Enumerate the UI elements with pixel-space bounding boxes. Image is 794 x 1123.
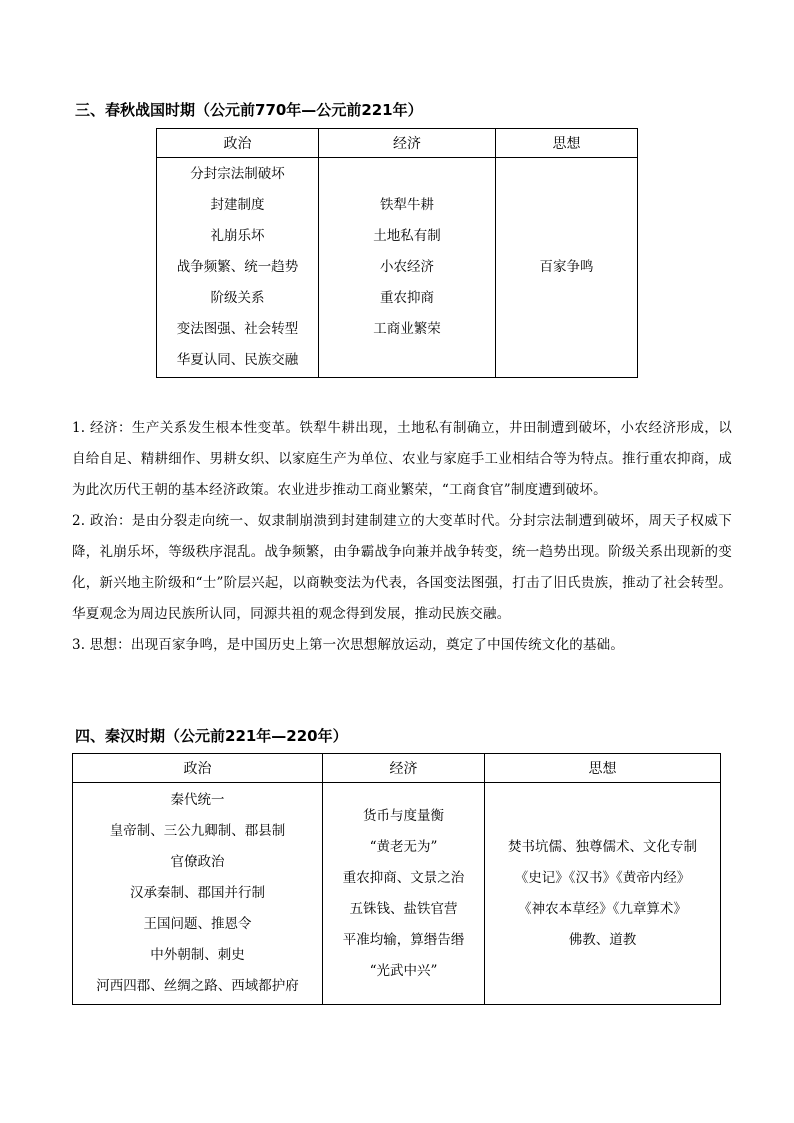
economy-cell [323,783,485,1005]
list-item: 分封宗法制破坏 [190,166,285,182]
list-item: 平准均输，算缗告缗 [342,931,465,948]
list-item: 中外朝制、刺史 [150,947,245,963]
politics-cell [73,783,323,1005]
list-item: 阶级关系 [210,290,265,306]
list-item: 工商业繁荣 [373,321,441,337]
list-item: 礼崩乐坏 [210,228,265,244]
paragraph-thought: 3. 思想：出现百家争鸣，是中国历史上第一次思想解放运动，奠定了中国传统文化的基础。 [72,637,625,653]
paragraph-economy: 1. 经济：生产关系发生根本性变革。铁犁牛耕出现，土地私有制确立，井田制遭到破坏，小农经济形成，以自给自足、精耕细作、男耕女织、以家庭生产为单位、农业与家庭手工业相结合等为特点。推行重农抑商，成为此次历代王朝的基本经济政策。农业进步推动工商业繁荣，“工商食官”制度遭到破坏。 [72,420,732,498]
header-economy: 经济 [319,129,496,158]
list-item: “光武中兴” [369,962,438,979]
list-item: 土地私有制 [373,228,441,244]
list-item: 佛教、道教 [568,931,637,948]
list-item: 货币与度量衡 [363,807,444,824]
list-item: 封建制度 [210,197,265,213]
list-item: 官僚政治 [170,854,225,870]
list-item: 重农抑商、文景之治 [342,869,465,886]
table-header-row [73,754,721,783]
list-item: 《史记》《汉书》《黄帝内经》 [514,869,691,886]
list-item: 五铢钱、盐铁官营 [349,900,458,917]
list-item: 华夏认同、民族交融 [176,352,299,368]
paragraph-politics: 2. 政治：是由分裂走向统一、奴隶制崩溃到封建制建立的大变革时代。分封宗法制遭到破坏，周天子权威下降，礼崩乐坏，等级秩序混乱。战争频繁，由争霸战争向兼并战争转变，统一趋势出现。阶级关系出现新的变化，新兴地主阶级和“士”阶层兴起，以商鞅变法为代表，各国变法图强，打击了旧氏贵族，推动了社会转型。华夏观念为周边民族所认同，同源共祖的观念得到发展，推动民族交融。 [72,513,732,622]
table-body-row [157,158,638,378]
list-item: 焚书坑儒、独尊儒术、文化专制 [508,838,697,855]
list-item: 皇帝制、三公九卿制、郡县制 [109,823,286,839]
header-politics: 政治 [157,129,319,158]
summary-paragraphs [72,413,732,661]
thought-cell [485,783,721,1005]
header-thought: 思想 [496,129,638,158]
list-item: 汉承秦制、郡国并行制 [130,885,265,901]
list-item: 王国问题、推恩令 [143,916,252,932]
list-item: 河西四郡、丝绸之路、西域都护府 [96,978,299,994]
list-item: 战争频繁、统一趋势 [176,259,299,275]
list-item: 秦代统一 [170,792,225,808]
politics-cell [157,158,319,378]
section-heading-qin-han: 四、秦汉时期（公元前221年—220年） [75,727,348,745]
thought-cell [496,158,638,378]
list-item: 铁犁牛耕 [380,197,434,213]
section-heading-spring-autumn: 三、春秋战国时期（公元前770年—公元前221年） [75,101,423,119]
header-politics: 政治 [73,754,323,783]
header-thought: 思想 [485,754,721,783]
list-item: 变法图强、社会转型 [176,321,299,337]
table-header-row [157,129,638,158]
header-economy: 经济 [323,754,485,783]
table-body-row [73,783,721,1005]
list-item: 小农经济 [380,259,434,275]
list-item: 《神农本草经》《九章算术》 [518,900,687,917]
list-item: “黄老无为” [369,838,438,855]
qin-han-table [72,753,721,1005]
list-item: 重农抑商 [380,290,434,306]
economy-cell [319,158,496,378]
spring-autumn-table [156,128,638,378]
list-item: 百家争鸣 [539,259,594,275]
